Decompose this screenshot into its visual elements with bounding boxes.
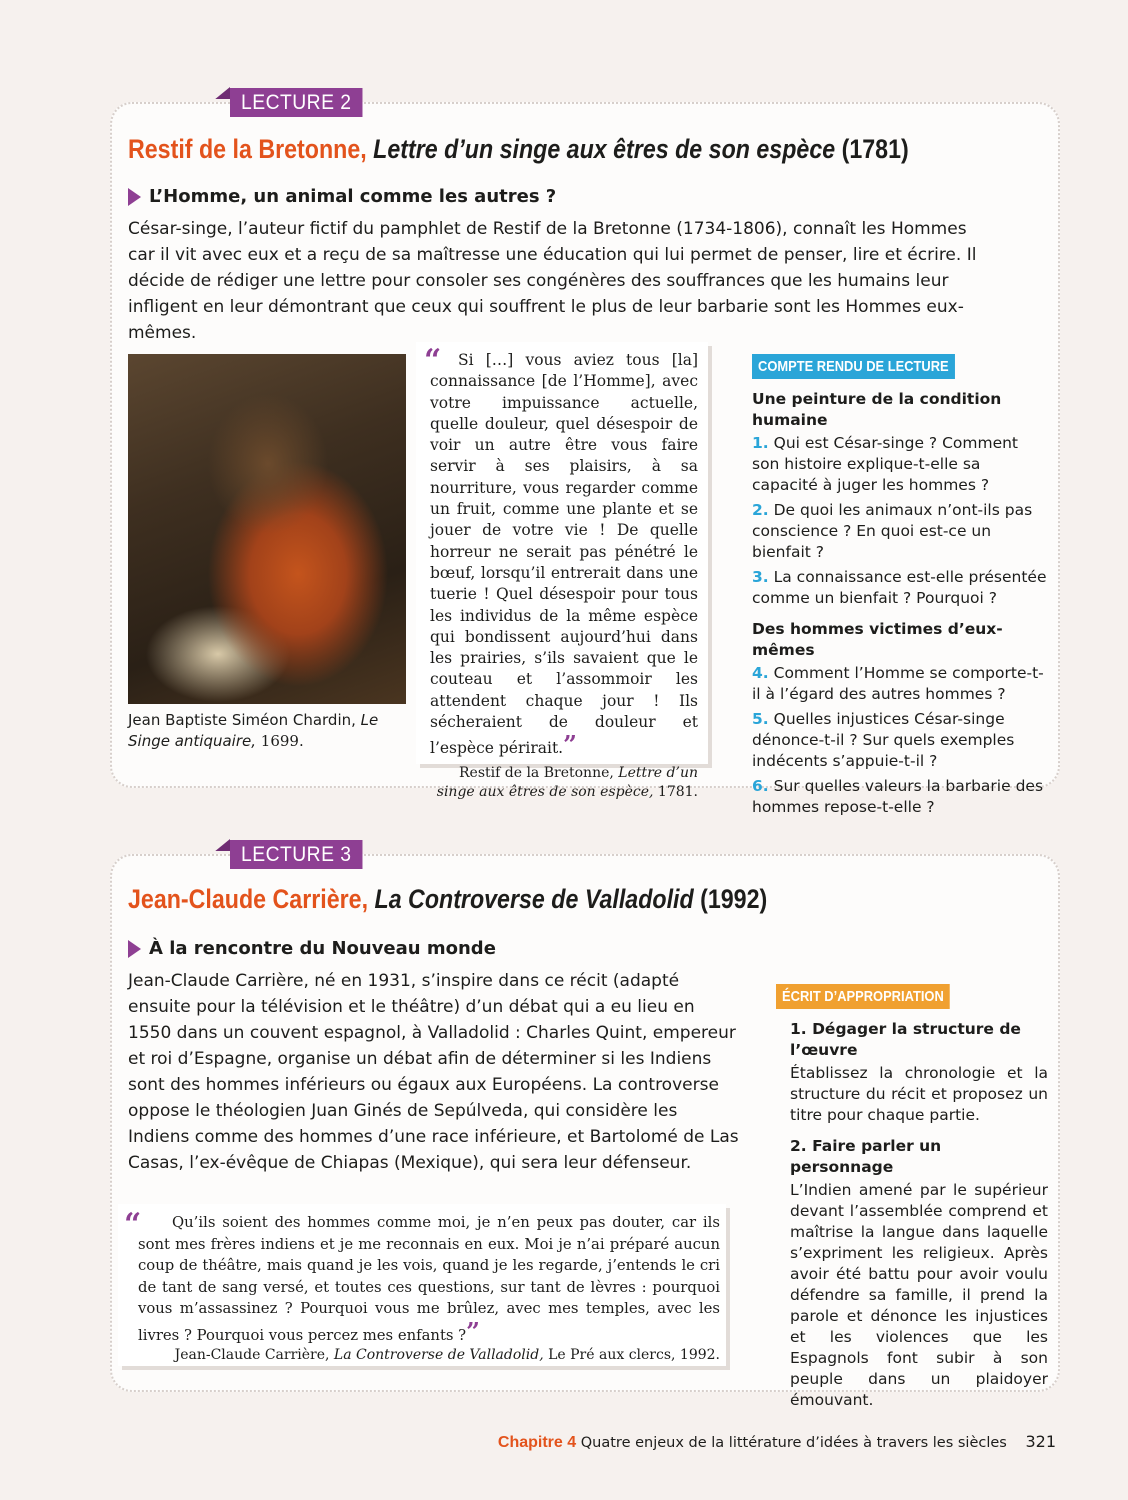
- triangle-icon: [128, 940, 141, 958]
- source-author: Jean-Claude Carrière,: [174, 1347, 330, 1363]
- lecture-3-quote: [138, 1212, 720, 1346]
- exercise-1-heading: 1. Dégager la structure de l’œuvre: [790, 1020, 1021, 1059]
- question-3: 3. La connaissance est-elle présentée comme un bienfait ? Pourquoi ?: [752, 568, 1047, 607]
- lecture-2-quote: [430, 350, 698, 760]
- exercise-1-text: Établissez la chronologie et la structure du récit et proposez un titre pour chaque partie.: [790, 1064, 1048, 1124]
- lecture-2-tag: LECTURE 2: [230, 88, 363, 117]
- compte-rendu-tag: COMPTE RENDU DE LECTURE: [752, 354, 955, 379]
- lecture-3-card: [110, 843, 1060, 1409]
- lecture-2-quote-box: [416, 342, 708, 800]
- lecture-3-tag: LECTURE 3: [230, 840, 363, 869]
- title-author: Jean-Claude Carrière,: [128, 884, 369, 914]
- ecrit-appropriation-panel: [776, 984, 1048, 1415]
- caption-author: Jean Baptiste Siméon Chardin,: [128, 711, 356, 729]
- lecture-2-source: [430, 764, 698, 802]
- quote-text: Qu’ils soient des hommes comme moi, je n’en peux pas douter, car ils sont mes frères indiens et je me reconnais en eux. Moi je n’ai préparé aucun coup de théâtre, mais quand je les vois, quand je les regarde, j’entends le cri de tant de sang versé, et toutes ces questions, sur tant de lèvres : pourquoi vous m’assassinez ? Pourquoi vous me brûlez, avec mes temples, avec les livres ? Pourquoi vous percez mes enfants ?: [138, 1214, 720, 1344]
- title-work: La Controverse de Valladolid: [374, 884, 694, 914]
- question-2: 2. De quoi les animaux n’ont-ils pas conscience ? En quoi est-ce un bienfait ?: [752, 501, 1033, 561]
- question-4: 4. Comment l’Homme se comporte-t-il à l’égard des autres hommes ?: [752, 664, 1044, 703]
- question-5: 5. Quelles injustices César-singe dénonce-t-il ? Sur quels exemples indécents s’appuie-t-il ?: [752, 710, 1015, 770]
- quote-close-icon: ”: [563, 730, 577, 760]
- source-author: Restif de la Bretonne,: [459, 764, 614, 781]
- compte-rendu-panel: [752, 354, 1048, 822]
- page-number: 321: [1025, 1432, 1056, 1451]
- heading-victimes: Des hommes victimes d’eux-mêmes: [752, 620, 1003, 659]
- lecture-2-subhead: [128, 186, 556, 207]
- quote-text: Si […] vous aviez tous [la] connaissance [de l’Homme], avec votre impuissance actuelle, quelle douleur, quel désespoir de voir un autre être vous faire servir à ses plaisirs, à sa nourriture, vous regarder comme un fruit, comme une plante et se jouer de votre vie ! De quelle horreur ne serait pas pénétré le bœuf, lorsqu’il entrerait dans une tuerie ! Quel désespoir pour tous les individus de la même espèce qui bondissent aujourd’hui dans les prairies, s’ils savaient que le couteau et l’assommoir les attendent chaque jour ! Ils sécheraient de douleur et l’espèce périrait.: [430, 351, 698, 758]
- triangle-icon: [128, 188, 141, 206]
- lecture-3-source: [138, 1346, 720, 1365]
- title-work: Lettre d’un singe aux êtres de son espèce: [373, 134, 836, 164]
- title-year: (1781): [841, 134, 909, 164]
- painting-le-singe-antiquaire: [128, 354, 406, 704]
- lecture-2-title: [128, 134, 909, 165]
- caption-work: Le Singe antiquaire,: [128, 711, 379, 750]
- footer-chapter: Chapitre 4: [497, 1434, 577, 1451]
- exercise-2-heading: 2. Faire parler un personnage: [790, 1137, 942, 1176]
- lecture-3-subhead: [128, 938, 496, 959]
- question-1: 1. Qui est César-singe ? Comment son histoire explique-t-elle sa capacité à juger les hommes ?: [752, 434, 1019, 494]
- question-6: 6. Sur quelles valeurs la barbarie des hommes repose-t-elle ?: [752, 777, 1044, 816]
- lecture-2-card: [110, 91, 1060, 816]
- lecture-3-title: [128, 884, 767, 915]
- title-year: (1992): [700, 884, 768, 914]
- exercise-2-text: L’Indien amené par le supérieur devant l’assemblée comprend et maîtrise la langue dans laquelle s’expriment les religieux. Après avoir été battu pour avoir voulu défendre sa famille, il prend la parole et dénonce les injustices et les violences que les Espagnols font subir à son peuple dans un plaidoyer émouvant.: [790, 1181, 1048, 1409]
- painting-caption: [128, 710, 408, 752]
- lecture-2-intro: César-singe, l’auteur fictif du pamphlet de Restif de la Bretonne (1734-1806), connaît les Hommes car il vit avec eux et a reçu de sa maîtresse une éducation qui lui permet de penser, lire et écrire. Il décide de rédiger une lettre pour consoler ses congénères des souffrances que les humains leur infligent en leur démontrant que ceux qui souffrent le plus de leur barbarie sont les Hommes eux-mêmes.: [128, 219, 977, 343]
- quote-open-icon: “: [424, 343, 442, 378]
- page-footer: [498, 1432, 1056, 1452]
- footer-title: Quatre enjeux de la littérature d’idées à travers les siècles: [580, 1435, 1007, 1451]
- quote-open-icon: “: [124, 1207, 142, 1242]
- subhead-text: À la rencontre du Nouveau monde: [149, 938, 496, 959]
- source-work: Lettre d’un singe aux êtres de son espèce,: [436, 764, 698, 800]
- lecture-3-intro: Jean-Claude Carrière, né en 1931, s’inspire dans ce récit (adapté ensuite pour la télévision et le théâtre) d’un débat qui a eu lieu en 1550 dans un couvent espagnol, à Valladolid : Charles Quint, empereur et roi d’Espagne, organise un débat afin de déterminer si les Indiens sont des hommes inférieurs ou égaux aux Européens. La controverse oppose le théologien Juan Ginés de Sepúlveda, qui considère les Indiens comme des hommes d’une race inférieure, et Bartolomé de Las Casas, l’ex-évêque de Chiapas (Mexique), qui sera leur défenseur.: [128, 971, 739, 1173]
- source-rest: Le Pré aux clercs, 1992.: [548, 1347, 720, 1363]
- subhead-text: L’Homme, un animal comme les autres ?: [149, 186, 557, 207]
- caption-date: 1699.: [260, 732, 304, 750]
- source-work: La Controverse de Valladolid,: [333, 1347, 544, 1363]
- source-year: 1781.: [657, 783, 698, 800]
- title-author: Restif de la Bretonne,: [128, 134, 367, 164]
- heading-condition-humaine: Une peinture de la condition humaine: [752, 390, 1002, 429]
- lecture-3-quote-box: [118, 1204, 726, 1366]
- ecrit-appropriation-tag: ÉCRIT D’APPROPRIATION: [776, 984, 950, 1009]
- quote-close-icon: ”: [466, 1316, 480, 1346]
